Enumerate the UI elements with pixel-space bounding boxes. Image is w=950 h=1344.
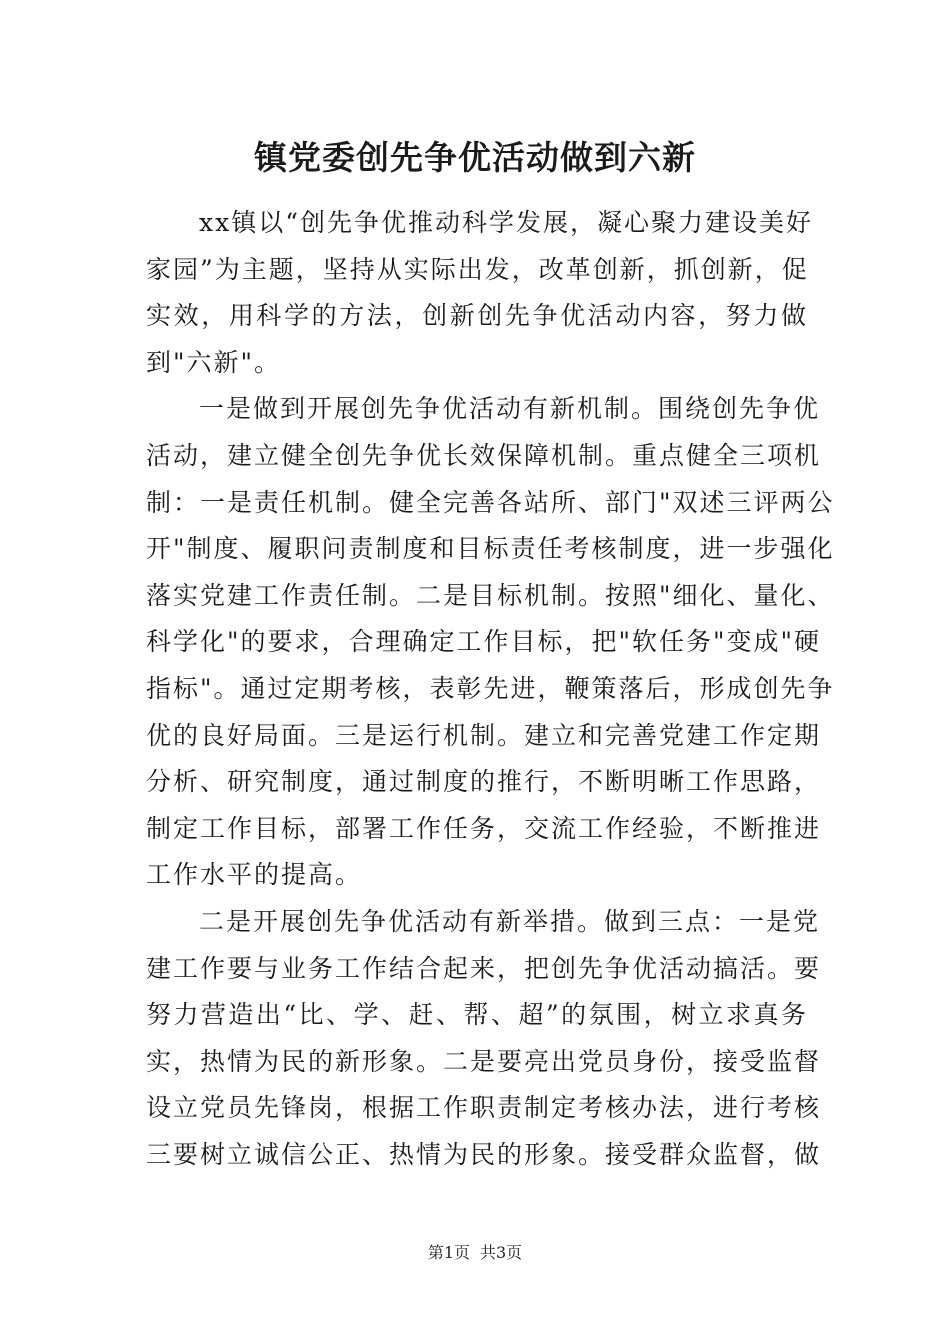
text-line: 制定工作目标，部署工作任务，交流工作经验，不断推进	[146, 813, 822, 843]
text-line: 家园”为主题，坚持从实际出发，改革创新，抓创新，促	[146, 254, 809, 284]
text-line: 三要树立诚信公正、热情为民的形象。接受群众监督，做	[146, 1139, 822, 1169]
text-line: 分析、研究制度，通过制度的推行，不断明晰工作思路，	[146, 767, 822, 797]
text-line: 开"制度、履职问责制度和目标责任考核制度，进一步强化	[146, 534, 835, 564]
text-line: 一是做到开展创先争优活动有新机制。围绕创先争优	[199, 394, 821, 424]
paragraph-mechanism	[146, 386, 835, 899]
text-line: 建工作要与业务工作结合起来，把创先争优活动搞活。要	[146, 953, 822, 983]
text-line: 科学化"的要求，合理确定工作目标，把"软任务"变成"硬	[146, 627, 821, 657]
paragraph-measures	[146, 899, 822, 1179]
text-line: 到"六新"。	[146, 347, 281, 377]
text-line: 努力营造出“比、学、赶、帮、超”的氛围，树立求真务	[146, 1000, 808, 1030]
text-line: 活动，建立健全创先争优长效保障机制。重点健全三项机	[146, 440, 822, 470]
text-line: 制：一是责任机制。健全完善各站所、部门"双述三评两公	[146, 487, 835, 517]
page-total: 共3页	[480, 1243, 523, 1262]
text-line: 工作水平的提高。	[146, 860, 363, 890]
page-number: 第1页	[427, 1243, 470, 1262]
paragraph-intro	[146, 200, 813, 386]
text-line: 落实党建工作责任制。二是目标机制。按照"细化、量化、	[146, 580, 835, 610]
text-line: 实，热情为民的新形象。二是要亮出党员身份，接受监督	[146, 1046, 822, 1076]
document-title: 镇党委创先争优活动做到六新	[254, 138, 696, 177]
page-footer	[0, 1241, 950, 1265]
text-line: 实效，用科学的方法，创新创先争优活动内容，努力做	[146, 301, 808, 331]
document-body	[146, 200, 835, 1178]
text-line: 二是开展创先争优活动有新举措。做到三点：一是党	[199, 906, 821, 936]
text-line: 指标"。通过定期考核，表彰先进，鞭策落后，形成创先争	[146, 673, 835, 703]
text-line: 设立党员先锋岗，根据工作职责制定考核办法，进行考核	[146, 1093, 822, 1123]
text-line: 优的良好局面。三是运行机制。建立和完善党建工作定期	[146, 720, 822, 750]
text-line: xx镇以“创先争优推动科学发展，凝心聚力建设美好	[199, 208, 813, 237]
